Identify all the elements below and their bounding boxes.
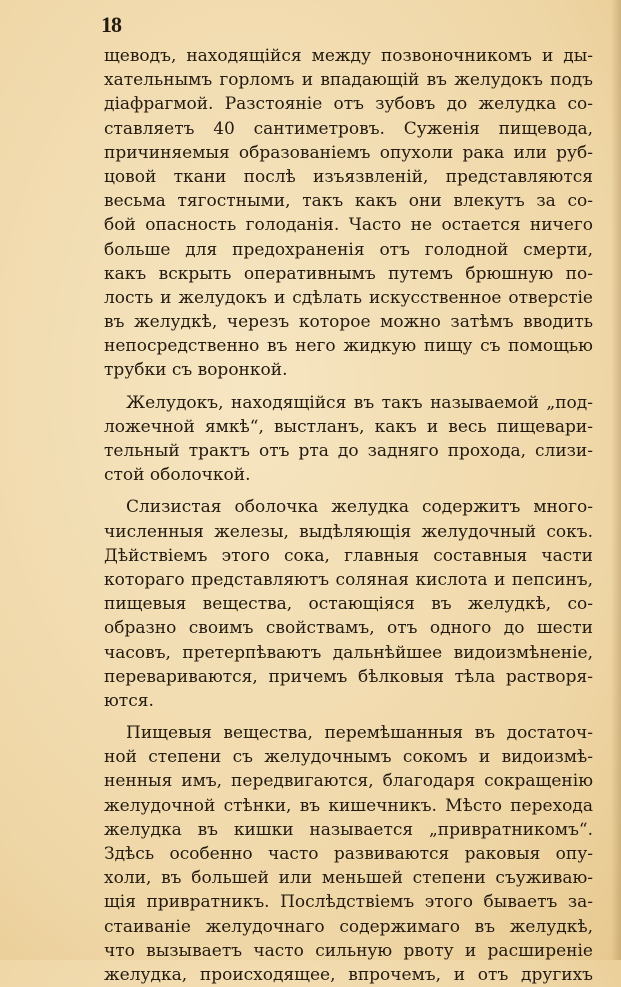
text-line: численныя железы, выдѣляющія желудочный сокъ.: [104, 521, 593, 542]
text-line: холи, въ большей или меньшей степени съуживаю-: [104, 868, 593, 889]
paragraph-gap: [104, 487, 593, 495]
page-number: 18: [101, 12, 121, 37]
text-line: желудка, происходящее, впрочемъ, и отъ другихъ: [104, 964, 593, 985]
text-line: бой опасность голоданія. Часто не остается ничего: [104, 215, 593, 236]
text-line: цовой ткани послѣ изъязвленій, представляются: [104, 166, 593, 187]
text-line: тельный трактъ отъ рта до задняго прохода, слизи-: [104, 441, 593, 461]
text-line: котораго представляютъ соляная кислота и пепсинъ,: [104, 569, 593, 590]
paragraph: [104, 44, 593, 383]
text-line: причиняемыя образованіемъ опухоли рака или руб-: [104, 142, 593, 163]
text-line: желудочной стѣнки, въ кишечникъ. Мѣсто перехода: [104, 795, 593, 816]
text-line: ложечной ямкѣ“, выстланъ, какъ и весь пищевари-: [104, 416, 593, 437]
text-line: стой оболочкой.: [104, 465, 251, 486]
paragraph-gap: [104, 713, 593, 721]
text-line: Пищевыя вещества, перемѣшанныя въ достаточ-: [126, 723, 593, 744]
text-line: лость и желудокъ и сдѣлать искусственное отверстіе: [104, 287, 593, 308]
text-line: стаиваніе желудочнаго содержимаго въ желудкѣ,: [104, 916, 593, 937]
text-line: желудка въ кишки называется „привратникомъ“.: [104, 819, 593, 840]
text-line: перевариваются, причемъ бѣлковыя тѣла растворя-: [104, 666, 593, 687]
text-line: часовъ, претерпѣваютъ дальнѣйшее видоизмѣненіе,: [104, 642, 593, 663]
text-line: весьма тягостными, такъ какъ они влекутъ за со-: [104, 191, 593, 212]
text-line: въ желудкѣ, черезъ которое можно затѣмъ вводить: [104, 312, 593, 333]
paragraph: [104, 391, 593, 488]
text-line: трубки съ воронкой.: [104, 360, 288, 381]
text-line: щія привратникъ. Послѣдствіемъ этого бываетъ за-: [104, 892, 593, 913]
page-edge-shadow: [611, 0, 621, 960]
text-line: Желудокъ, находящійся въ такъ называемой „под-: [126, 392, 593, 413]
text-line: ставляетъ 40 сантиметровъ. Суженія пищевода,: [104, 118, 593, 139]
paragraph: [104, 495, 593, 713]
text-line: ются.: [104, 690, 154, 711]
text-line: діафрагмой. Разстояніе отъ зубовъ до желудка со-: [104, 94, 593, 115]
text-line: ненныя имъ, передвигаются, благодаря сокращенію: [104, 771, 593, 792]
text-line: какъ вскрыть оперативнымъ путемъ брюшную по-: [104, 263, 593, 284]
body-text: [104, 44, 593, 985]
text-line: хательнымъ горломъ и впадающій въ желудокъ подъ: [104, 70, 593, 91]
paragraph-gap: [104, 383, 593, 391]
text-line: Дѣйствіемъ этого сока, главныя составныя части: [104, 545, 593, 566]
text-line: пищевыя вещества, остающіяся въ желудкѣ, со-: [104, 594, 593, 615]
text-line: что вызываетъ часто сильную рвоту и расширеніе: [104, 940, 593, 961]
text-line: непосредственно въ него жидкую пищу съ помощью: [104, 336, 593, 357]
text-line: Здѣсь особенно часто развиваются раковыя опу-: [104, 844, 593, 864]
text-line: больше для предохраненія отъ голодной смерти,: [104, 239, 593, 260]
paragraph: [104, 721, 593, 987]
text-line: ной степени съ желудочнымъ сокомъ и видоизмѣ-: [104, 747, 593, 768]
text-line: щеводъ, находящійся между позвоночникомъ и ды-: [104, 46, 593, 66]
text-line: Слизистая оболочка желудка содержитъ много-: [126, 497, 593, 518]
text-line: образно своимъ свойствамъ, отъ одного до шести: [104, 618, 593, 639]
